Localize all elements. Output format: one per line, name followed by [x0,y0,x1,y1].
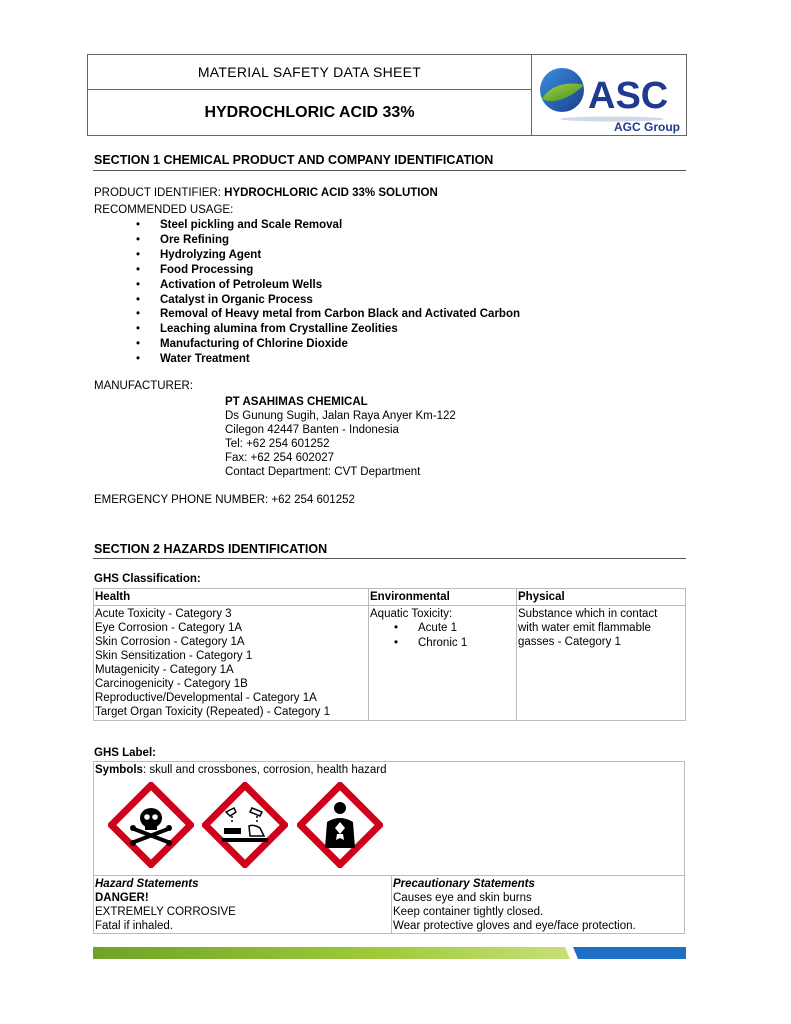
product-identifier: PRODUCT IDENTIFIER: HYDROCHLORIC ACID 33% SOLUTION [94,187,438,199]
physical-cell [517,606,686,721]
health-classification: Skin Sensitization - Category 1 [95,650,253,662]
usage-item: • Hydrolyzing Agent [136,248,520,263]
usage-item: • Manufacturing of Chlorine Dioxide [136,337,520,352]
column-physical: Physical [517,589,686,606]
usage-list [136,218,520,367]
usage-item: • Food Processing [136,263,520,278]
physical-classification-line: Substance which in contact [518,608,658,620]
health-classification: Carcinogenicity - Category 1B [95,678,248,690]
ghs-label-title: GHS Label: [94,747,156,759]
contact-department: Contact Department: CVT Department [225,466,421,478]
skull-crossbones-icon [108,782,194,868]
emergency-phone: EMERGENCY PHONE NUMBER: +62 254 601252 [94,494,355,506]
hazard-statements-heading: Hazard Statements [95,878,199,890]
column-health: Health [94,589,369,606]
precautionary-statement: Causes eye and skin burns [393,892,532,904]
manufacturer-label: MANUFACTURER: [94,380,194,392]
usage-item: • Activation of Petroleum Wells [136,278,520,293]
svg-text:ASC: ASC [588,75,669,117]
hazard-statements [95,877,236,933]
physical-classification-line: gasses - Category 1 [518,636,621,648]
precautionary-statement: Wear protective gloves and eye/face protection. [393,920,636,932]
health-classification: Eye Corrosion - Category 1A [95,622,243,634]
symbols-line: Symbols: skull and crossbones, corrosion, health hazard [95,764,387,776]
health-classification: Reproductive/Developmental - Category 1A [95,692,317,704]
ghs-classification-table [93,588,686,721]
phone: Tel: +62 254 601252 [225,438,330,450]
health-cell [94,606,369,721]
health-hazard-icon [297,782,383,868]
svg-text:AGC Group: AGC Group [614,120,680,134]
hazard-statement: Fatal if inhaled. [95,920,173,932]
usage-item: • Ore Refining [136,233,520,248]
physical-classification-line: with water emit flammable [518,622,651,634]
health-classification: Target Organ Toxicity (Repeated) - Category 1 [95,706,331,718]
recommended-usage-label: RECOMMENDED USAGE: [94,204,234,216]
asc-logo [532,55,687,136]
document-header [87,54,687,136]
health-classification: Skin Corrosion - Category 1A [95,636,245,648]
health-classification: Mutagenicity - Category 1A [95,664,234,676]
usage-item: • Leaching alumina from Crystalline Zeolities [136,322,520,337]
fax: Fax: +62 254 602027 [225,452,335,464]
aquatic-toxicity-label: Aquatic Toxicity: [370,608,453,620]
column-environmental: Environmental [369,589,517,606]
hazard-statement: EXTREMELY CORROSIVE [95,906,236,918]
ghs-label-box [93,761,685,934]
manufacturer-block [225,395,456,479]
hazard-signal-word: DANGER! [95,892,149,904]
corrosion-icon [202,782,288,868]
document-type: MATERIAL SAFETY DATA SHEET [197,64,422,80]
aquatic-toxicity-item: • Chronic 1 [394,636,516,651]
footer-color-bar [93,946,686,958]
product-title: HYDROCHLORIC ACID 33% [204,104,415,121]
section1-title: SECTION 1 CHEMICAL PRODUCT AND COMPANY IDENTIFICATION [94,153,494,167]
precautionary-statement: Keep container tightly closed. [393,906,544,918]
environmental-cell [369,606,517,721]
address-line-1: Ds Gunung Sugih, Jalan Raya Anyer Km-122 [225,410,456,422]
health-classification: Acute Toxicity - Category 3 [95,608,232,620]
precautionary-statements [393,877,636,933]
aquatic-toxicity-item: • Acute 1 [394,621,516,636]
usage-item: • Catalyst in Organic Process [136,293,520,308]
ghs-classification-label: GHS Classification: [94,573,201,585]
section2-title: SECTION 2 HAZARDS IDENTIFICATION [94,542,328,556]
address-line-2: Cilegon 42447 Banten - Indonesia [225,424,399,436]
usage-item: • Removal of Heavy metal from Carbon Black and Activated Carbon [136,307,520,322]
usage-item: • Water Treatment [136,352,520,367]
usage-item: • Steel pickling and Scale Removal [136,218,520,233]
manufacturer-name: PT ASAHIMAS CHEMICAL [225,396,368,408]
precautionary-statements-heading: Precautionary Statements [393,878,535,890]
